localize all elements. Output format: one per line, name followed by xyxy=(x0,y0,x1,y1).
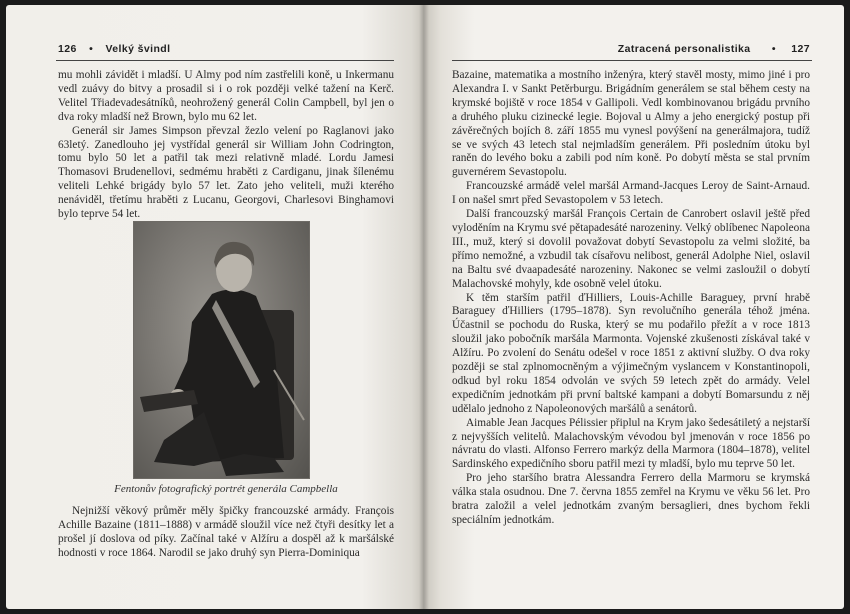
left-running-head: Velký švindl xyxy=(105,43,171,55)
right-page-header xyxy=(618,43,810,55)
paragraph: Další francouzský maršál François Certain de Canrobert oslavil ještě před vyloděním na Krymu své pětapadesáté narozeniny. Velký oblíbenec Napoleona III., muž, který si dovolil považovat dobytí Sevastopolu za velmi složité, ba přímo nemožné, a vzbudil tak císařovu nelibost, generál Adolphe Niel, oslavil na Baltu své dvaapadesáté narozeniny. Nakonec se velmi zasloužil o dobytí Malachovské mohyly, kde osobně velel útoku. xyxy=(452,208,810,290)
paragraph: Francouzské armádě velel maršál Armand-Jacques Leroy de Saint-Arnaud. I on našel smrt před Sevastopolem v 53 letech. xyxy=(452,180,810,207)
paragraph: Nejnižší věkový průměr měly špičky francouzské armády. François Achille Bazaine (1811–1888) v armádě sloužil více než čtyři desítky let a prošel jí doslova od píky. Začínal také v Alžíru a dospěl až k maršálské hodnosti v roce 1864. Narodil se jako druhý syn Pierra-Dominiqua xyxy=(58,505,394,559)
left-text-bottom xyxy=(58,505,394,561)
header-bullet-left: • xyxy=(89,43,94,55)
paragraph: K těm starším patřil ďHilliers, Louis-Achille Baraguey, první hrabě Baraguey ďHilliers (1795–1878). Syn revolučního generála téhož jména. Účastnil se pochodu do Ruska, který se mu podařilo přežít a v roce 1813 sloužil jako pobočník maršála Marmonta. Vojenské zkušenosti získával také v Alžíru. Po zvolení do Senátu odešel v roce 1851 z aktivní služby. O dva roky později se stal zplnomocněným a výjimečným vyslancem v Konstantinopoli, odkud byl roku 1854 odvolán ve svých 59 letech zpět do armády. Velel expedičním jednotkám při první baltské kampani a dobytí Bomarsundu z něj udělalo jednoho z Napoleonových maršálů a senátorů. xyxy=(452,291,810,415)
right-page-number: 127 xyxy=(791,43,810,55)
right-running-head: Zatracená personalistika xyxy=(617,43,751,55)
left-page-number: 126 xyxy=(58,43,77,55)
portrait-figure xyxy=(134,222,309,478)
paragraph: Bazaine, matematika a mostního inženýra, který stavěl mosty, mimo jiné i pro Alexandra I. v Sankt Petěrburgu. Brigádním generálem se stal během cesty na krymské bojiště v roce 1854 v Gallipoli. Vedl kombinovanou brigádu prvního a druhého pluku cizinecké legie. Bojoval u Almy a jeho energický postup při závěrečných bojích 8. září 1855 mu vynesl povýšení na generálmajora, tudíž se ve svých 43 letech stal nejmladším generálem. Při posledním útoku byl raněn do levého boku a zabili pod ním koně. Po dobytí města se stal prvním guvernérem Sevastopolu. xyxy=(452,69,810,179)
left-page xyxy=(6,5,424,609)
left-text-top xyxy=(58,69,394,222)
book-gutter xyxy=(419,5,429,609)
paragraph: mu mohli závidět i mladší. U Almy pod ním zastřelili koně, u Inkermanu vedl zuávy do bitvy a prosadil si i o rok později velké tažení na Kerč. Velitel Třiadevadesátníků, neohrožený generál Colin Campbell, byl jen o dva roky mladší než Brown, bylo mu 62 let. xyxy=(58,69,394,123)
paragraph: Generál sir James Simpson převzal žezlo velení po Raglanovi jako 63letý. Zanedlouho jej vystřídal generál sir William John Codrington, tomu bylo 50 let a patřil tak mezi relativně mladé. Lordu Jamesi Thomasovi Brudenellovi, sedmému hraběti z Cardiganu, jinak šílenému veliteli Lehké brigády bylo 57 let. Zato jeho veliteli, muži kterého nenáviděl, třetímu hraběti z Lucanu, Georgovi, Charlesovi Binghamovi bylo teprve 54 let. xyxy=(58,124,394,221)
open-book xyxy=(6,5,844,609)
right-header-rule xyxy=(452,60,812,61)
left-page-header xyxy=(58,43,170,55)
paragraph: Pro jeho staršího bratra Alessandra Ferrero della Marmoru se krymská válka stala osudnou. Dne 7. června 1855 zemřel na Krymu ve věku 56 let. Pro bratra založil a velel jednotkám zvaným bersaglieri, dnes bychom řekli speciálním jednotkám. xyxy=(452,472,810,526)
right-page xyxy=(424,5,844,609)
paragraph: Aimable Jean Jacques Pélissier připlul na Krym jako šedesátiletý a nejstarší z nejvyšších velitelů. Malachovským vévodou byl jmenován v roce 1856 po návratu do vlasti. Alfonso Ferrero markýz della Marmora (1804–1878), velitel Sardinského expedičního sboru patřil mezi ty mladší, bylo mu teprve 50 let. xyxy=(452,416,810,471)
campbell-portrait-photo xyxy=(134,222,309,478)
header-bullet-right: • xyxy=(771,43,776,55)
photo-caption: Fentonův fotografický portrét generála Campbella xyxy=(114,483,338,495)
left-header-rule xyxy=(56,60,394,61)
right-text xyxy=(452,69,810,528)
